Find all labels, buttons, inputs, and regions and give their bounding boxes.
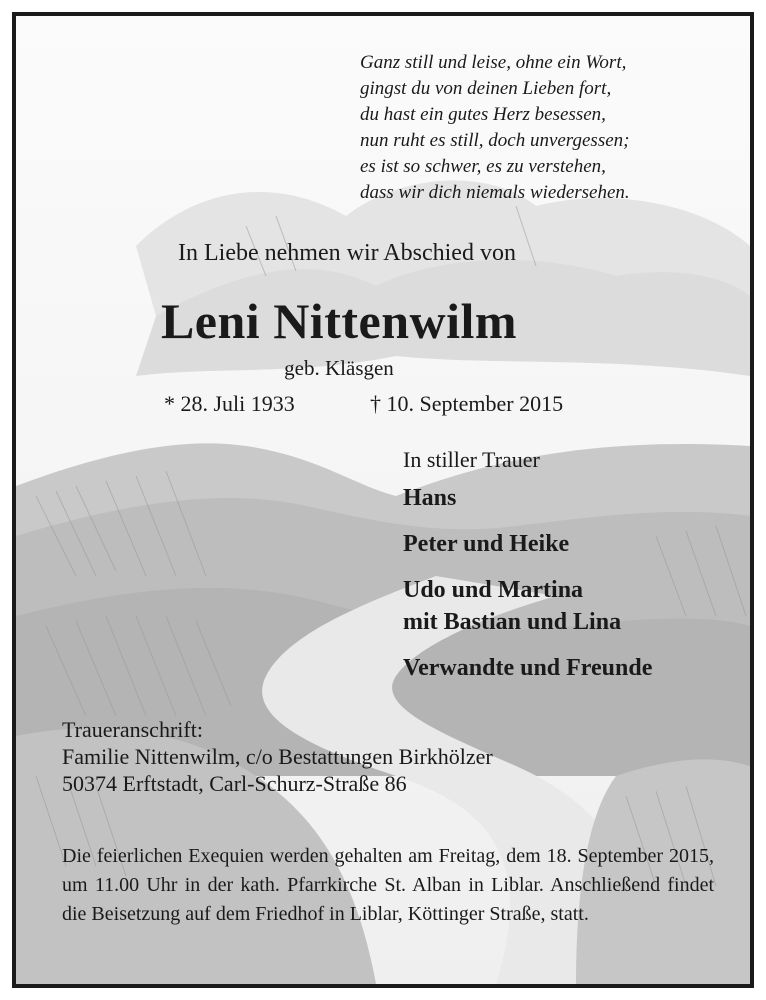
birth-name: geb. Kläsgen	[284, 356, 394, 380]
content-layer	[16, 16, 750, 984]
poem-line: es ist so schwer, es zu verstehen,	[360, 156, 606, 177]
birth-date: * 28. Juli 1933	[164, 391, 295, 416]
poem-line: gingst du von deinen Lieben fort,	[360, 78, 612, 99]
deceased-name: Leni Nittenwilm	[160, 293, 518, 349]
mourners-block	[403, 446, 743, 684]
mourning-address	[62, 716, 493, 797]
service-announcement: Die feierlichen Exequien werden gehalten am Freitag, dem 18. September 2015, um 11.00 Uhr in der kath. Pfarrkirche St. Alban in Liblar. Anschließend findet die Beisetzung auf dem Friedhof in Liblar, Köttinger Straße, statt.	[62, 845, 714, 925]
mourner-name: Hans	[403, 485, 457, 511]
address-line: Familie Nittenwilm, c/o Bestattungen Birkhölzer	[62, 744, 493, 769]
mourner-name: mit Bastian und Lina	[403, 609, 622, 635]
poem-line: du hast ein gutes Herz besessen,	[360, 104, 606, 125]
address-label: Traueranschrift:	[62, 717, 203, 742]
obituary-frame	[12, 12, 754, 988]
farewell-intro: In Liebe nehmen wir Abschied von	[178, 240, 516, 266]
mourner-name: Udo und Martina	[403, 577, 584, 603]
mourner-name: Peter und Heike	[403, 531, 570, 557]
poem-line: Ganz still und leise, ohne ein Wort,	[360, 52, 627, 73]
address-line: 50374 Erftstadt, Carl-Schurz-Straße 86	[62, 771, 407, 796]
mourner-name: Verwandte und Freunde	[403, 655, 653, 681]
mourning-lead: In stiller Trauer	[403, 447, 540, 472]
poem-line: nun ruht es still, doch unvergessen;	[360, 130, 630, 151]
poem-line: dass wir dich niemals wiedersehen.	[360, 182, 630, 203]
death-date: † 10. September 2015	[370, 391, 564, 416]
poem	[360, 50, 740, 206]
